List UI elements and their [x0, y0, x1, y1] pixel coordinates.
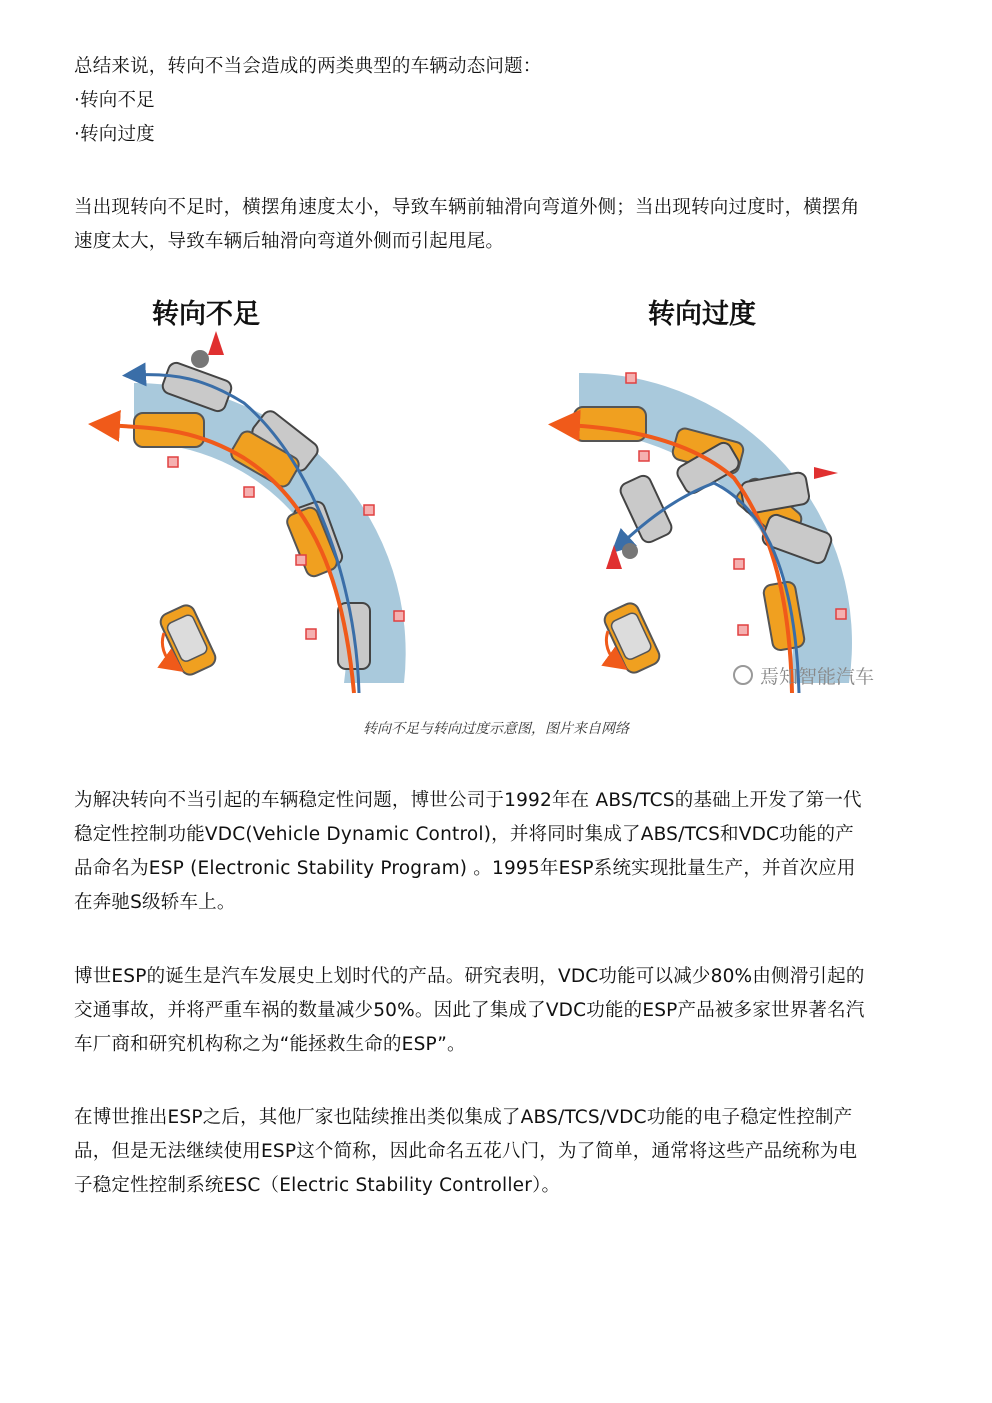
spinning-car-icon	[158, 602, 219, 677]
understeer-panel	[104, 298, 406, 693]
paragraph-line: 速度太大，导致车辆后轴滑向弯道外侧而引起甩尾。	[74, 231, 505, 252]
traffic-cone-icon	[606, 545, 622, 569]
steering-diagram	[74, 283, 922, 713]
paragraph-line: 稳定性控制功能VDC(Vehicle Dynamic Control)，并将同时集成了ABS/TCS和VDC功能的产	[74, 824, 854, 845]
traffic-cone-icon	[208, 331, 224, 355]
grey-car-drift	[618, 440, 834, 565]
oversteer-panel	[564, 298, 874, 693]
intro-paragraph	[74, 50, 922, 152]
impact-star-icon	[191, 350, 209, 368]
paragraph-line: 在博世推出ESP之后，其他厂家也陆续推出类似集成了ABS/TCS/VDC功能的电子稳定性控制产	[74, 1107, 853, 1128]
paragraph-line: 交通事故，并将严重车祸的数量减少50%。因此了集成了VDC功能的ESP产品被多家世界著名汽	[74, 1000, 865, 1021]
spinning-car-icon	[602, 600, 663, 675]
paragraph-line: 在奔驰S级轿车上。	[74, 892, 236, 913]
oversteer-title: 转向过度	[648, 299, 756, 330]
bullet-oversteer: ·转向过度	[74, 124, 155, 145]
impact-paragraph	[74, 960, 922, 1062]
paragraph-line: 博世ESP的诞生是汽车发展史上划时代的产品。研究表明，VDC功能可以减少80%由侧滑引起的	[74, 966, 865, 987]
figure-caption: 转向不足与转向过度示意图，图片来自网络	[363, 721, 629, 737]
understeer-title: 转向不足	[152, 299, 260, 330]
paragraph-line: 为解决转向不当引起的车辆稳定性问题，博世公司于1992年在 ABS/TCS的基础上开发了第一代	[74, 790, 862, 811]
wechat-icon	[734, 666, 752, 684]
paragraph-line: 当出现转向不足时，横摆角速度太小，导致车辆前轴滑向弯道外侧；当出现转向过度时，横摆角	[74, 197, 860, 218]
traffic-cone-icon	[814, 467, 838, 479]
history-paragraph	[74, 784, 922, 920]
esc-paragraph	[74, 1101, 922, 1203]
bullet-understeer: ·转向不足	[74, 90, 155, 111]
impact-star-icon	[622, 543, 638, 559]
explanation-paragraph	[74, 191, 922, 259]
paragraph-line: 车厂商和研究机构称之为“能拯救生命的ESP”。	[74, 1034, 466, 1055]
paragraph-line: 品，但是无法继续使用ESP这个简称，因此命名五花八门，为了简单，通常将这些产品统称为电	[74, 1141, 858, 1162]
paragraph-line: 品命名为ESP (Electronic Stability Program) 。1995年ESP系统实现批量生产，并首次应用	[74, 858, 856, 879]
paragraph-line: 子稳定性控制系统ESC（Electric Stability Controller）。	[74, 1175, 561, 1196]
intro-text: 总结来说，转向不当会造成的两类典型的车辆动态问题：	[74, 56, 542, 77]
watermark: 焉知智能汽车	[760, 666, 875, 688]
